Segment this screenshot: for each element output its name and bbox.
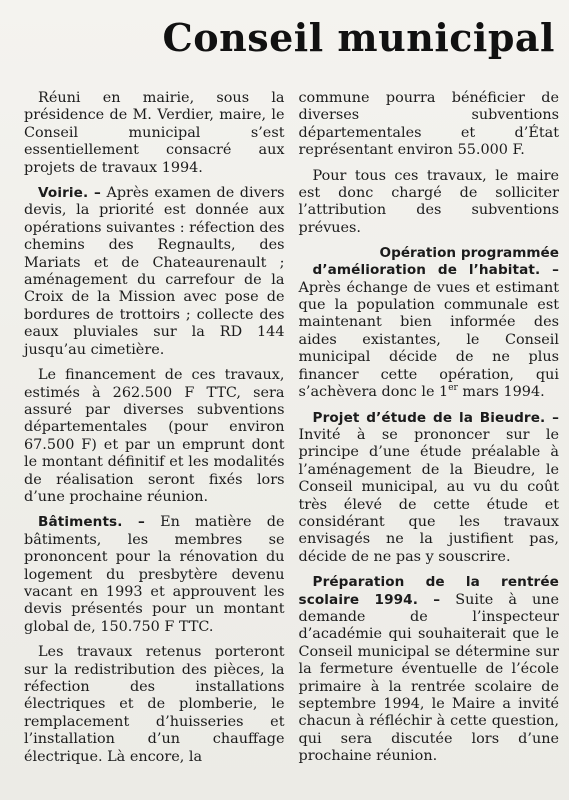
travaux-retenus-paragraph: Les travaux retenus porteront sur la redistribution des pièces, la réfection des installations électriques et de plomberie, le remplacement d’huisseries et l’installation d’un chauffage électrique. Là encore, la: [24, 644, 285, 765]
operation-text: Après échange de vues et estimant que la population communale est maintenant bien informée des aides existantes, le Conseil municipal décide de ne plus financer cette opération, qui s’achèvera donc le 1: [298, 279, 559, 401]
operation-superscript: er: [448, 383, 458, 394]
financement-paragraph: Le financement de ces travaux, estimés à 262.500 F TTC, sera assuré par diverses subventions départementales (pour environ 67.500 F) et par un emprunt dont le montant définitif et les modalités de réalisation seront fixés lors d’une prochaine réunion.: [24, 367, 285, 505]
rentree-paragraph: [299, 574, 560, 765]
rentree-heading: Préparation de la rentrée scolaire 1994. –: [298, 574, 559, 608]
article-title: Conseil municipal: [162, 15, 555, 60]
bieudre-heading: Projet d’étude de la Bieudre. –: [312, 409, 559, 426]
column-left: [24, 90, 285, 774]
pour-tous-paragraph: Pour tous ces travaux, le maire est donc chargé de solliciter l’attribution des subventions prévues.: [298, 167, 559, 236]
batiments-heading: Bâtiments. –: [38, 514, 145, 531]
intro-paragraph: Réuni en mairie, sous la présidence de M. Verdier, maire, le Conseil municipal s’est essentiellement consacré aux projets de travaux 1994.: [24, 90, 285, 176]
operation-heading-line2: d’amélioration de l’habitat. –: [312, 262, 559, 279]
travaux-retenus-continued: commune pourra bénéficier de diverses subventions départementales et d’État représentant environ 55.000 F.: [298, 90, 559, 159]
article-body: [24, 90, 559, 774]
operation-text-end: mars 1994.: [457, 384, 545, 401]
column-right: [299, 90, 560, 774]
bieudre-paragraph: [299, 410, 560, 567]
voirie-text: Après examen de divers devis, la priorité est donnée aux opérations suivantes : réfection des chemins des Regnaults, des Mariats et de Chateaurenault ; aménagement du carrefour de la Croix de la Mission avec pose de bordures de trottoirs ; collecte des eaux pluviales sur la RD 144 jusqu’au cimetière.: [24, 185, 285, 358]
voirie-paragraph: [24, 185, 285, 359]
voirie-heading: Voirie. –: [38, 185, 101, 202]
operation-paragraph: [299, 262, 560, 401]
batiments-paragraph: [24, 514, 285, 636]
operation-heading-line1: Opération programmée: [379, 245, 559, 262]
batiments-text: En matière de bâtiments, les membres se prononcent pour la rénovation du logement du presbytère devenu vacant en 1993 et approuvent les devis présentés pour un montant global de, 150.750 F TTC.: [24, 514, 285, 635]
bieudre-text: Invité à se prononcer sur le principe d’une étude préalable à l’aménagement de la Bieudre, le Conseil municipal, au vu du coût très élevé de cette étude et considérant que les travaux envisagés ne la justifient pas, décide de ne pas y souscrire.: [298, 426, 559, 565]
rentree-text: Suite à une demande de l’inspecteur d’académie qui souhaiterait que le Conseil municipal se détermine sur la fermeture éventuelle de l’école primaire à la rentrée scolaire de septembre 1994, le Maire a invité chacun à réfléchir à cette question, qui sera discutée lors d’une prochaine réunion.: [298, 591, 559, 765]
